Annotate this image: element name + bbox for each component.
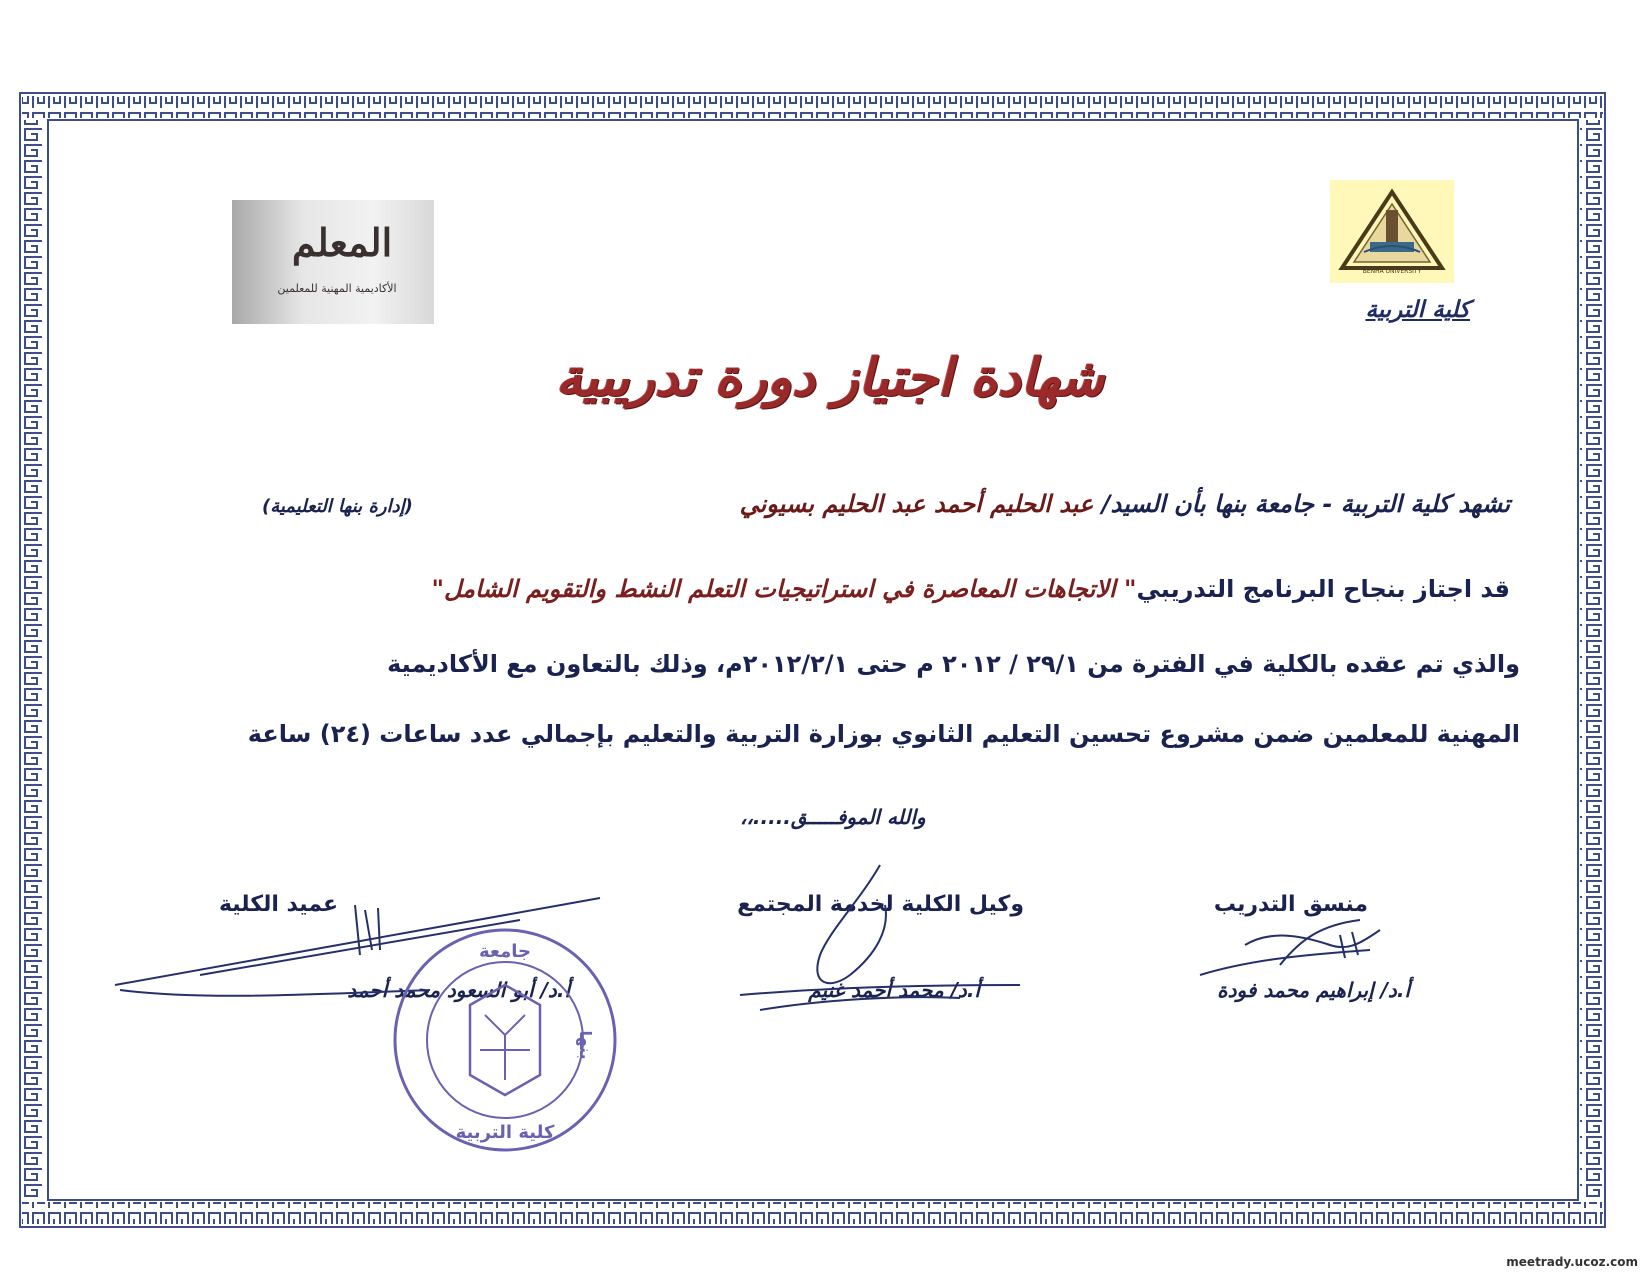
academy-logo-subtext: الأكاديمية المهنية للمعلمين — [277, 282, 397, 295]
signature-title-coordinator: منسق التدريب — [1213, 892, 1368, 917]
watermark: meetrady.ucoz.com — [1506, 1255, 1638, 1269]
certificate-line-period: والذي تم عقده بالكلية في الفترة من ٢٩/١ / ٢٠١٢ م حتى ٢٠١٢/٢/١م، وذلك بالتعاون مع الأكاديمية — [387, 650, 1520, 678]
signature-name-coordinator: أ.د/ إبراهيم محمد فودة — [1217, 978, 1410, 1002]
signature-title-vice-dean: وكيل الكلية لخدمة المجتمع — [737, 892, 1024, 917]
signature-name-vice-dean: أ.د/ محمد أحمد غنيم — [808, 978, 980, 1002]
stamp-top-text: جامعة — [479, 941, 531, 962]
closing-phrase: والله الموفـــــق.....،، — [740, 805, 926, 829]
program-intro: قد اجتاز بنجاح البرنامج التدريبي — [1136, 575, 1510, 603]
stamp-bottom-text: كلية التربية — [455, 1122, 555, 1143]
certificate-title: شهادة اجتياز دورة تدريبية — [555, 348, 1105, 408]
university-emblem-logo — [1330, 180, 1454, 283]
program-name: " الاتجاهات المعاصرة في استراتيجيات التعلم النشط والتقويم الشامل" — [431, 575, 1137, 603]
administration-note: (إدارة بنها التعليمية) — [262, 496, 413, 517]
signature-title-dean: عميد الكلية — [218, 892, 338, 917]
university-emblem-text: BENHA UNIVERSITY — [1362, 268, 1422, 275]
academy-logo — [232, 200, 434, 324]
certificate-line-recipient — [740, 490, 1510, 518]
faculty-label: كلية التربية — [1365, 297, 1470, 323]
certificate-line-hours: المهنية للمعلمين ضمن مشروع تحسين التعليم الثانوي بوزارة التربية والتعليم بإجمالي عدد ساعات (٢٤) ساعة — [247, 720, 1520, 748]
certificate-line-program — [431, 575, 1510, 603]
signature-name-dean: أ.د/ أبو السعود محمد أحمد — [347, 978, 570, 1002]
stamp-side-text: بنها — [576, 1030, 595, 1060]
recipient-intro: تشهد كلية التربية - جامعة بنها بأن السيد/ — [1093, 490, 1510, 518]
recipient-name: عبد الحليم أحمد عبد الحليم بسيوني — [739, 490, 1094, 518]
academy-logo-calligraphy: المعلم — [291, 220, 393, 265]
